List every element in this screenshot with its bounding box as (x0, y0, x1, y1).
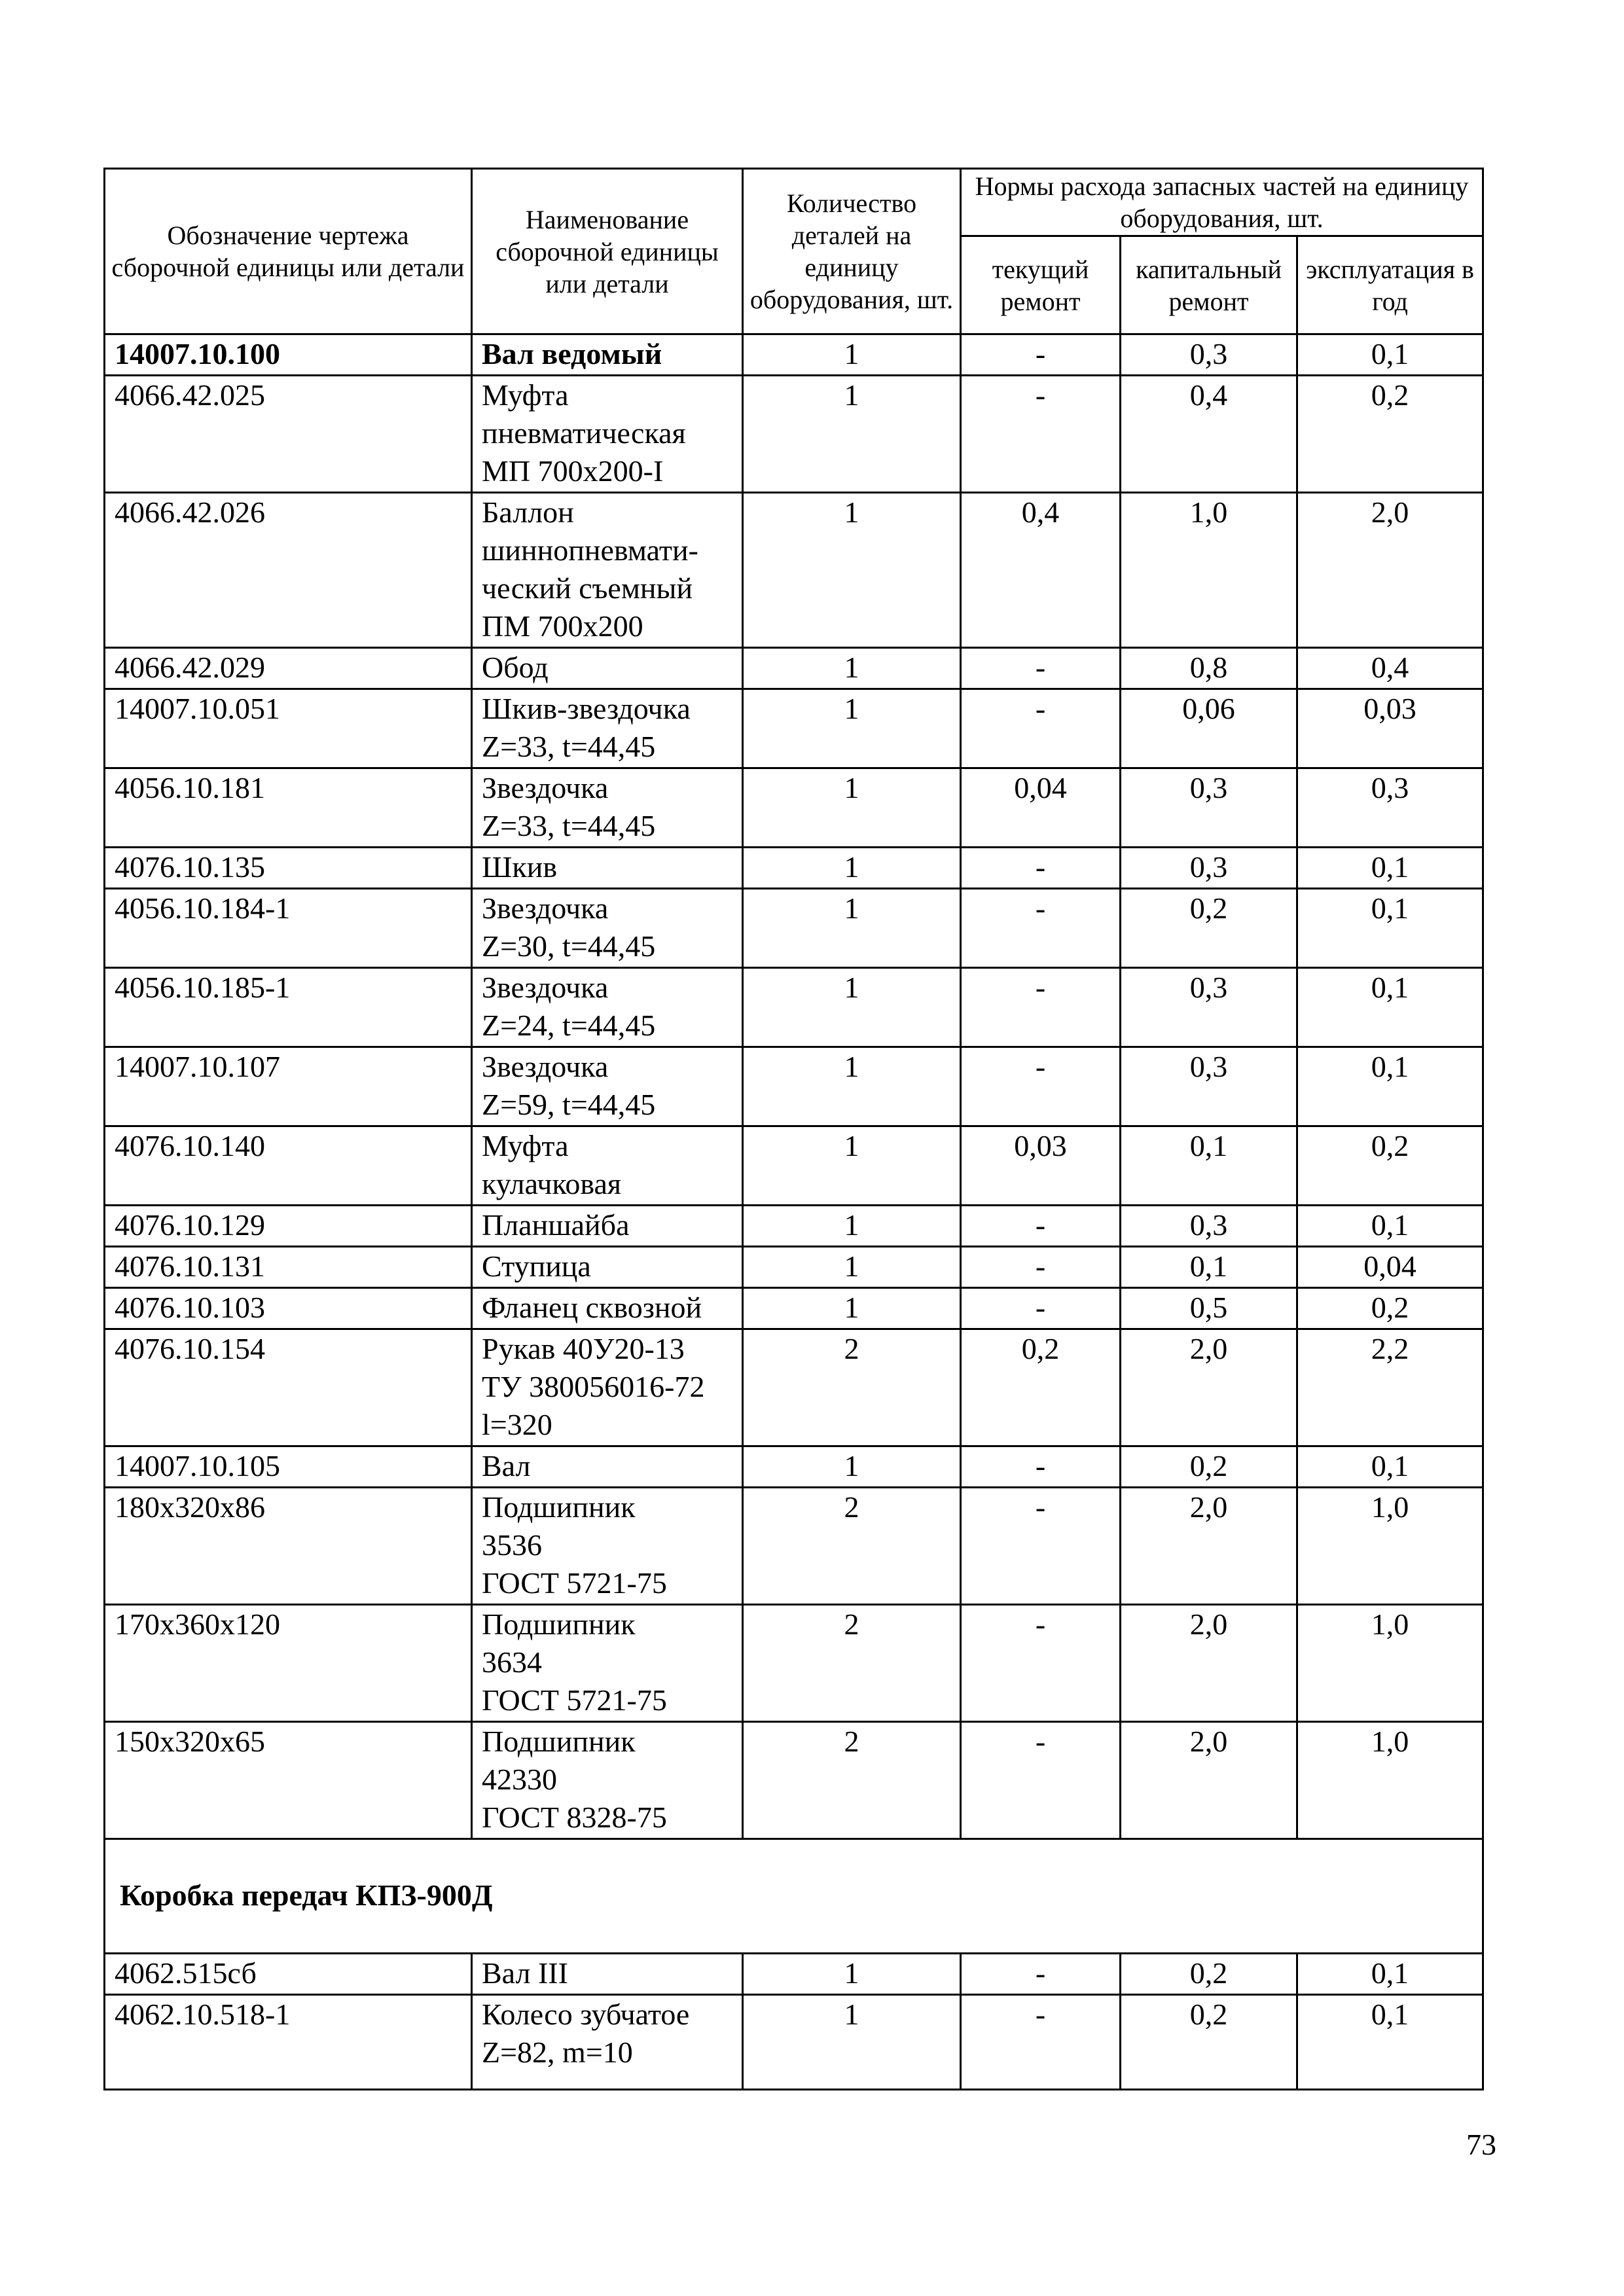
current-repair-cell: 0,03 (961, 1126, 1121, 1206)
capital-repair-cell: 0,2 (1121, 889, 1297, 968)
name-cell: Вал ведомый (472, 334, 743, 376)
current-repair-cell: - (961, 648, 1121, 689)
header-operation-per-year: эксплуатация в год (1297, 236, 1483, 334)
table-row (105, 1206, 1483, 1247)
designation-cell: 170х360х120 (105, 1605, 472, 1722)
table-row (105, 1605, 1483, 1722)
operation-cell: 1,0 (1297, 1488, 1483, 1605)
table-row (105, 1995, 1483, 2090)
quantity-cell: 1 (743, 968, 961, 1047)
designation-cell: 4076.10.103 (105, 1288, 472, 1329)
table-row (105, 334, 1483, 376)
operation-cell: 1,0 (1297, 1722, 1483, 1839)
operation-cell: 0,1 (1297, 1446, 1483, 1488)
capital-repair-cell: 2,0 (1121, 1488, 1297, 1605)
name-cell: Вал (472, 1446, 743, 1488)
quantity-cell: 1 (743, 1954, 961, 1995)
designation-cell: 150х320х65 (105, 1722, 472, 1839)
table-body (105, 334, 1483, 2090)
name-cell: Колесо зубчатое Z=82, m=10 (472, 1995, 743, 2090)
table-row (105, 1329, 1483, 1446)
table-row (105, 1954, 1483, 1995)
designation-cell: 180х320х86 (105, 1488, 472, 1605)
name-cell: Фланец сквозной (472, 1288, 743, 1329)
quantity-cell: 1 (743, 1247, 961, 1288)
current-repair-cell: - (961, 1995, 1121, 2090)
designation-cell: 4056.10.184-1 (105, 889, 472, 968)
capital-repair-cell: 0,1 (1121, 1126, 1297, 1206)
table-row (105, 768, 1483, 848)
operation-cell: 0,1 (1297, 1995, 1483, 2090)
name-cell: Звездочка Z=33, t=44,45 (472, 768, 743, 848)
designation-cell: 4076.10.129 (105, 1206, 472, 1247)
capital-repair-cell: 0,8 (1121, 648, 1297, 689)
designation-cell: 4062.515сб (105, 1954, 472, 1995)
operation-cell: 0,2 (1297, 1126, 1483, 1206)
designation-cell: 14007.10.051 (105, 689, 472, 768)
name-cell: Баллон шиннопневмати- ческий съемный ПМ 700х200 (472, 493, 743, 648)
quantity-cell: 1 (743, 1995, 961, 2090)
name-cell: Ступица (472, 1247, 743, 1288)
quantity-cell: 2 (743, 1329, 961, 1446)
operation-cell: 0,1 (1297, 334, 1483, 376)
quantity-cell: 1 (743, 848, 961, 889)
name-cell: Шкив (472, 848, 743, 889)
name-cell: Обод (472, 648, 743, 689)
capital-repair-cell: 0,06 (1121, 689, 1297, 768)
operation-cell: 0,1 (1297, 848, 1483, 889)
quantity-cell: 1 (743, 689, 961, 768)
quantity-cell: 2 (743, 1722, 961, 1839)
header-quantity: Количество деталей на единицу оборудования, шт. (743, 169, 961, 334)
table-row (105, 848, 1483, 889)
operation-cell: 0,04 (1297, 1247, 1483, 1288)
capital-repair-cell: 0,3 (1121, 768, 1297, 848)
section-row (105, 1839, 1483, 1954)
capital-repair-cell: 1,0 (1121, 493, 1297, 648)
designation-cell: 4076.10.140 (105, 1126, 472, 1206)
current-repair-cell: - (961, 1954, 1121, 1995)
designation-cell: 14007.10.107 (105, 1047, 472, 1126)
operation-cell: 0,1 (1297, 1206, 1483, 1247)
quantity-cell: 1 (743, 768, 961, 848)
table-row (105, 648, 1483, 689)
capital-repair-cell: 0,4 (1121, 376, 1297, 493)
name-cell: Рукав 40У20-13 ТУ 380056016-72 l=320 (472, 1329, 743, 1446)
current-repair-cell: 0,04 (961, 768, 1121, 848)
section-title: Коробка передач КПЗ-900Д (105, 1839, 1483, 1954)
current-repair-cell: - (961, 848, 1121, 889)
current-repair-cell: 0,2 (961, 1329, 1121, 1446)
designation-cell: 4066.42.029 (105, 648, 472, 689)
capital-repair-cell: 0,3 (1121, 334, 1297, 376)
capital-repair-cell: 0,1 (1121, 1247, 1297, 1288)
spare-parts-table (103, 168, 1484, 2090)
table-row (105, 1488, 1483, 1605)
operation-cell: 0,3 (1297, 768, 1483, 848)
page-number: 73 (1466, 2128, 1496, 2161)
current-repair-cell: - (961, 1488, 1121, 1605)
capital-repair-cell: 2,0 (1121, 1722, 1297, 1839)
header-name: Наименование сборочной единицы или детали (472, 169, 743, 334)
table-row (105, 493, 1483, 648)
capital-repair-cell: 2,0 (1121, 1329, 1297, 1446)
header-norms: Нормы расхода запасных частей на единицу оборудования, шт. (961, 169, 1483, 236)
operation-cell: 0,2 (1297, 376, 1483, 493)
capital-repair-cell: 0,2 (1121, 1954, 1297, 1995)
operation-cell: 0,2 (1297, 1288, 1483, 1329)
name-cell: Подшипник 3536 ГОСТ 5721-75 (472, 1488, 743, 1605)
capital-repair-cell: 0,3 (1121, 1047, 1297, 1126)
table-row (105, 1126, 1483, 1206)
operation-cell: 0,1 (1297, 968, 1483, 1047)
operation-cell: 2,0 (1297, 493, 1483, 648)
quantity-cell: 1 (743, 1288, 961, 1329)
designation-cell: 4062.10.518-1 (105, 1995, 472, 2090)
quantity-cell: 2 (743, 1488, 961, 1605)
capital-repair-cell: 0,3 (1121, 848, 1297, 889)
current-repair-cell: - (961, 1722, 1121, 1839)
header-capital-repair: капитальный ремонт (1121, 236, 1297, 334)
quantity-cell: 1 (743, 376, 961, 493)
quantity-cell: 2 (743, 1605, 961, 1722)
designation-cell: 4076.10.135 (105, 848, 472, 889)
designation-cell: 14007.10.105 (105, 1446, 472, 1488)
designation-cell: 4076.10.154 (105, 1329, 472, 1446)
current-repair-cell: - (961, 1247, 1121, 1288)
designation-cell: 4066.42.026 (105, 493, 472, 648)
header-designation: Обозначение чертежа сборочной единицы или детали (105, 169, 472, 334)
table-row (105, 1047, 1483, 1126)
designation-cell: 4066.42.025 (105, 376, 472, 493)
quantity-cell: 1 (743, 1206, 961, 1247)
name-cell: Звездочка Z=59, t=44,45 (472, 1047, 743, 1126)
table-row (105, 1288, 1483, 1329)
capital-repair-cell: 0,5 (1121, 1288, 1297, 1329)
operation-cell: 2,2 (1297, 1329, 1483, 1446)
current-repair-cell: - (961, 1446, 1121, 1488)
name-cell: Звездочка Z=24, t=44,45 (472, 968, 743, 1047)
operation-cell: 0,1 (1297, 1047, 1483, 1126)
designation-cell: 4056.10.181 (105, 768, 472, 848)
name-cell: Подшипник 42330 ГОСТ 8328-75 (472, 1722, 743, 1839)
designation-cell: 4076.10.131 (105, 1247, 472, 1288)
quantity-cell: 1 (743, 1047, 961, 1126)
quantity-cell: 1 (743, 1126, 961, 1206)
quantity-cell: 1 (743, 1446, 961, 1488)
quantity-cell: 1 (743, 493, 961, 648)
name-cell: Муфта кулачковая (472, 1126, 743, 1206)
operation-cell: 0,1 (1297, 889, 1483, 968)
operation-cell: 0,03 (1297, 689, 1483, 768)
quantity-cell: 1 (743, 648, 961, 689)
current-repair-cell: - (961, 334, 1121, 376)
current-repair-cell: - (961, 1047, 1121, 1126)
capital-repair-cell: 0,3 (1121, 968, 1297, 1047)
current-repair-cell: - (961, 1206, 1121, 1247)
table-row (105, 1446, 1483, 1488)
table-row (105, 1722, 1483, 1839)
operation-cell: 0,1 (1297, 1954, 1483, 1995)
quantity-cell: 1 (743, 889, 961, 968)
operation-cell: 1,0 (1297, 1605, 1483, 1722)
table-row (105, 968, 1483, 1047)
current-repair-cell: - (961, 1288, 1121, 1329)
current-repair-cell: 0,4 (961, 493, 1121, 648)
operation-cell: 0,4 (1297, 648, 1483, 689)
name-cell: Муфта пневматическая МП 700х200-I (472, 376, 743, 493)
current-repair-cell: - (961, 889, 1121, 968)
table-row (105, 376, 1483, 493)
designation-cell: 14007.10.100 (105, 334, 472, 376)
current-repair-cell: - (961, 968, 1121, 1047)
header-current-repair: текущий ремонт (961, 236, 1121, 334)
capital-repair-cell: 2,0 (1121, 1605, 1297, 1722)
name-cell: Вал III (472, 1954, 743, 1995)
name-cell: Подшипник 3634 ГОСТ 5721-75 (472, 1605, 743, 1722)
name-cell: Шкив-звездочка Z=33, t=44,45 (472, 689, 743, 768)
current-repair-cell: - (961, 1605, 1121, 1722)
table-row (105, 1247, 1483, 1288)
name-cell: Планшайба (472, 1206, 743, 1247)
quantity-cell: 1 (743, 334, 961, 376)
table-row (105, 889, 1483, 968)
capital-repair-cell: 0,2 (1121, 1995, 1297, 2090)
designation-cell: 4056.10.185-1 (105, 968, 472, 1047)
name-cell: Звездочка Z=30, t=44,45 (472, 889, 743, 968)
current-repair-cell: - (961, 689, 1121, 768)
current-repair-cell: - (961, 376, 1121, 493)
capital-repair-cell: 0,2 (1121, 1446, 1297, 1488)
table-row (105, 689, 1483, 768)
capital-repair-cell: 0,3 (1121, 1206, 1297, 1247)
